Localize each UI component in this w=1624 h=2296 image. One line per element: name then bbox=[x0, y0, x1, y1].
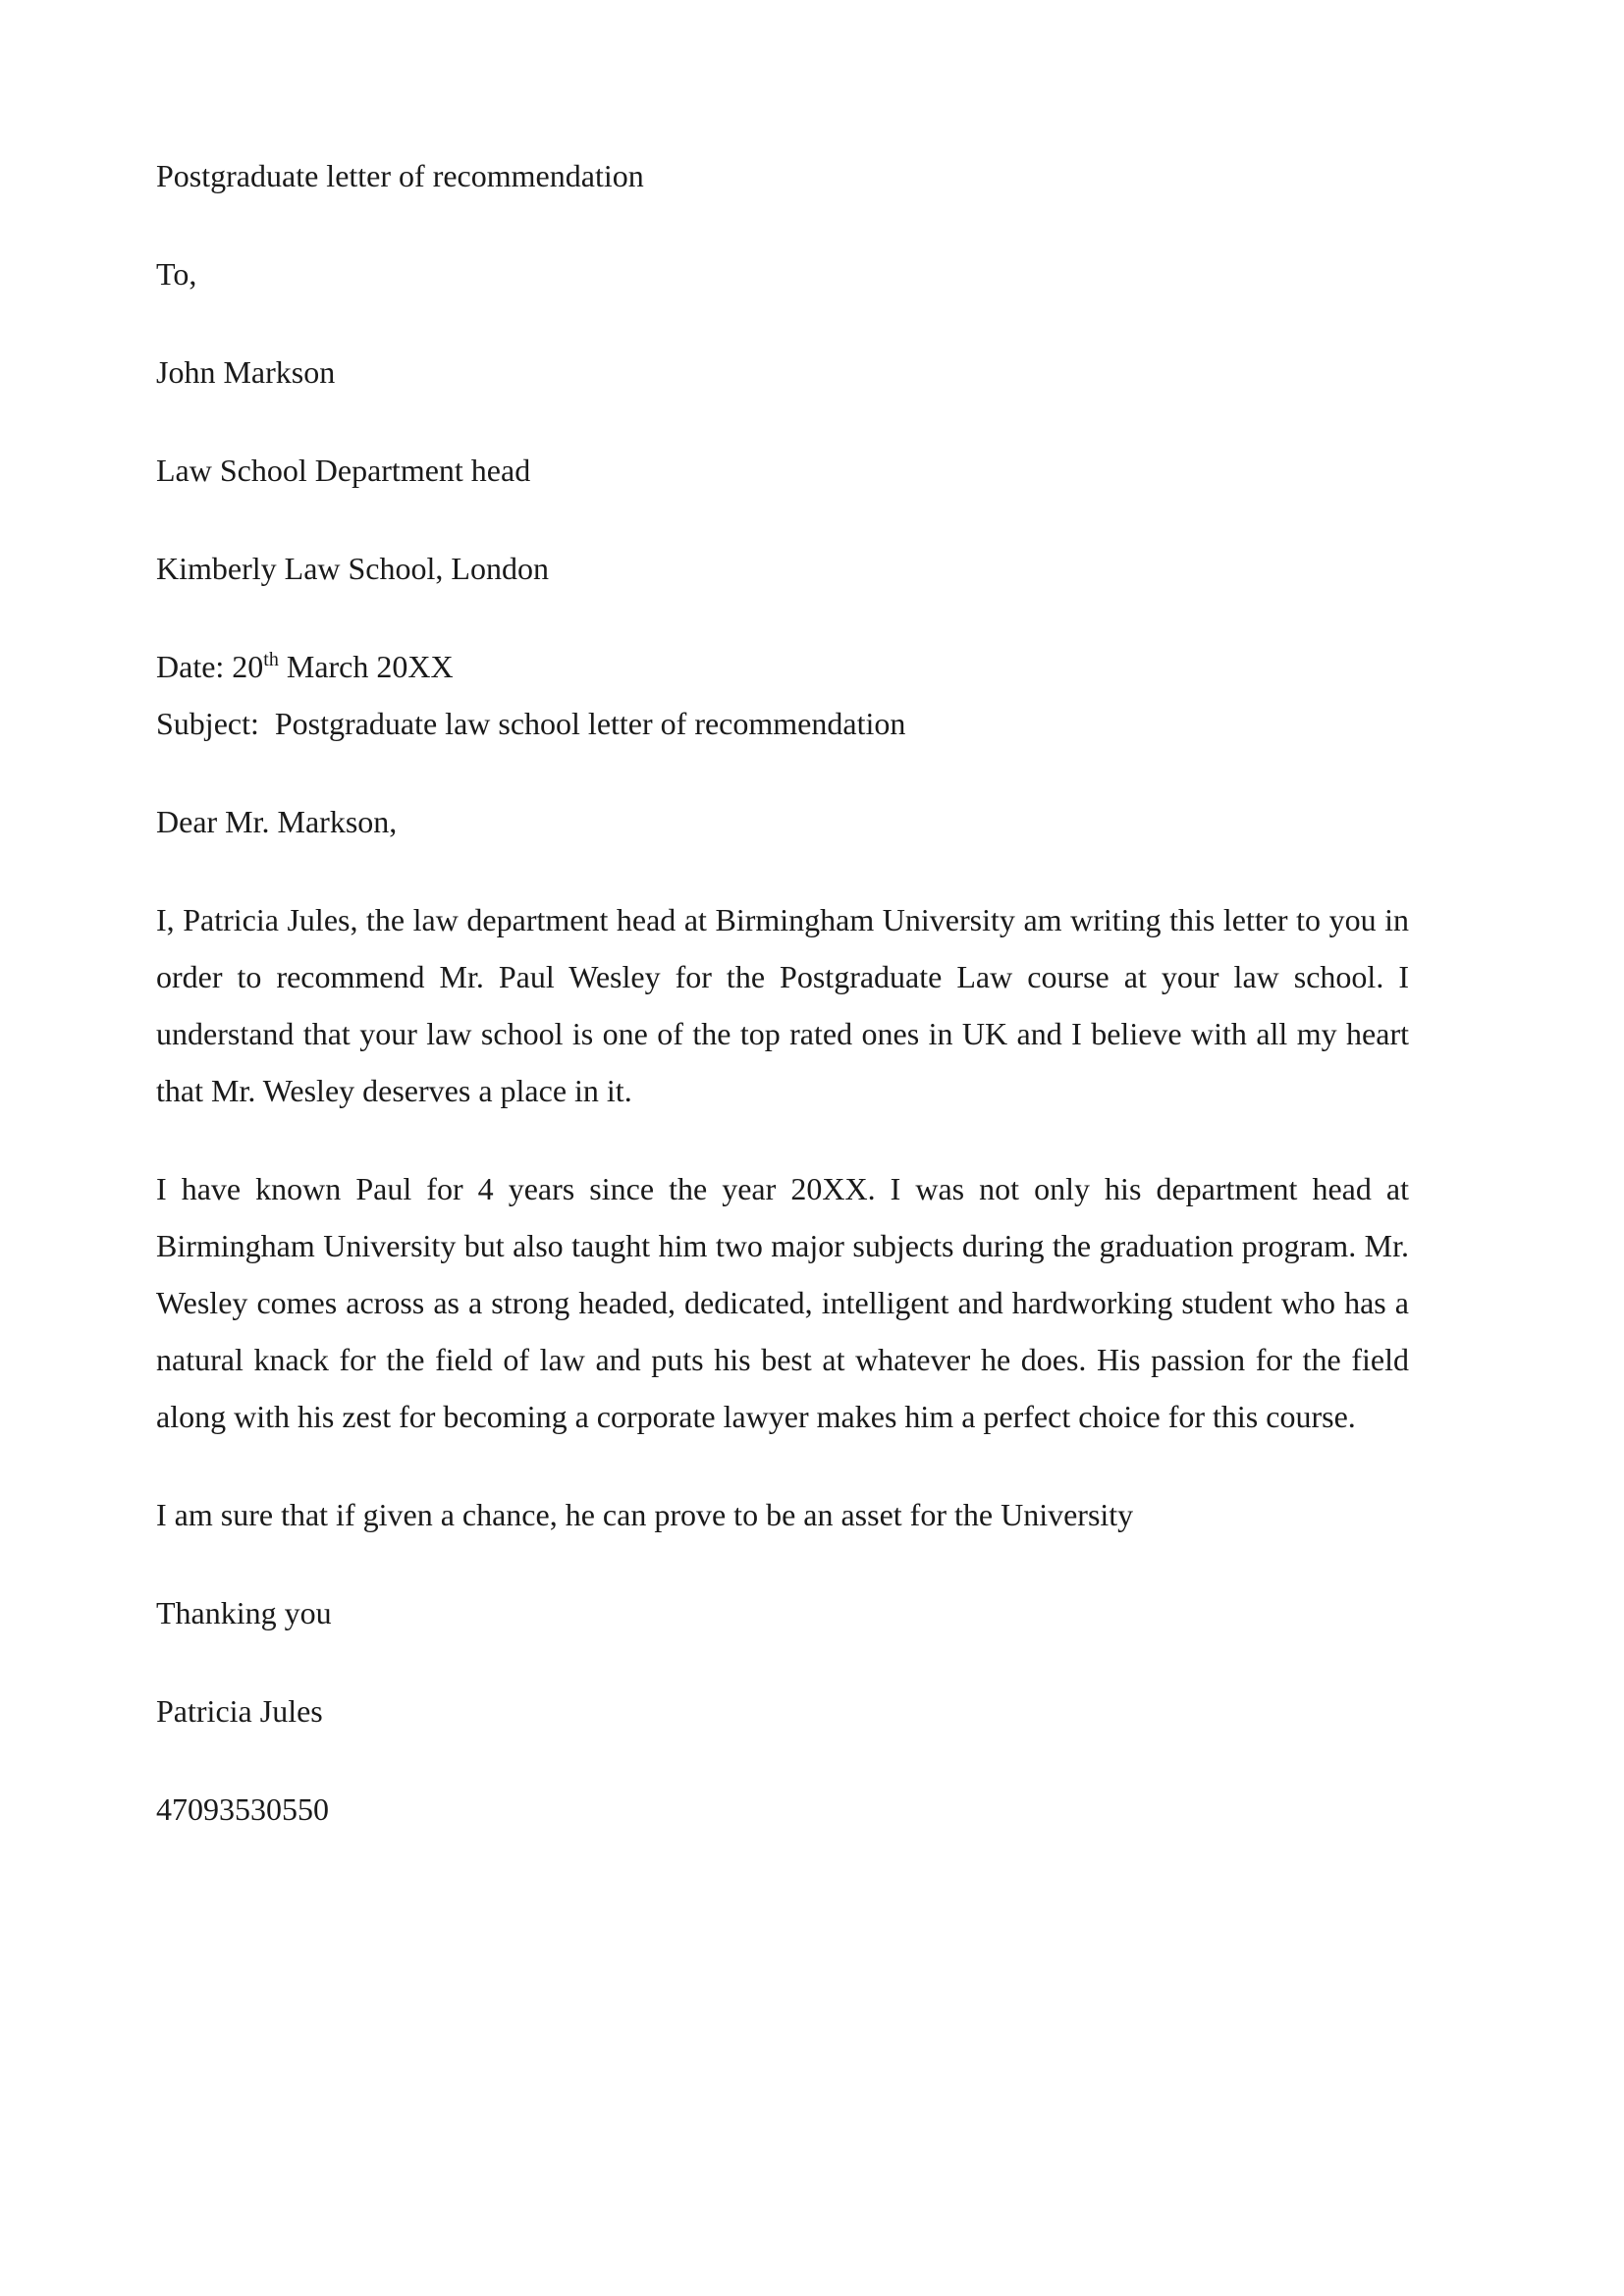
date-prefix: Date: 20 bbox=[156, 649, 264, 684]
letter-greeting: Dear Mr. Markson, bbox=[156, 804, 398, 839]
recipient-institution: Kimberly Law School, London bbox=[156, 551, 549, 586]
letter-heading: Postgraduate letter of recommendation bbox=[156, 158, 644, 193]
recipient-title: Law School Department head bbox=[156, 453, 531, 488]
date-rest: March 20XX bbox=[278, 649, 454, 684]
signature-name: Patricia Jules bbox=[156, 1693, 323, 1729]
letter-body bbox=[156, 147, 1409, 1879]
body-paragraph-background: I have known Paul for 4 years since the year 20XX. I was not only his department head at Birmingham University but also taught him two major subjects during the graduation program. Mr. Wesley comes across as a strong headed, dedicated, intelligent and hardworking student who has a natural knack for the field of law and puts his best at whatever he does. His passion for the field along with his zest for becoming a corporate lawyer makes him a perfect choice for this course. bbox=[156, 1171, 1409, 1434]
letter-closing: Thanking you bbox=[156, 1595, 332, 1630]
letter-subject: Subject: Postgraduate law school letter of recommendation bbox=[156, 706, 906, 741]
body-paragraph-conclusion: I am sure that if given a chance, he can prove to be an asset for the University bbox=[156, 1497, 1134, 1532]
letter-date bbox=[156, 638, 1409, 695]
date-ordinal: th bbox=[263, 649, 279, 670]
salutation-to: To, bbox=[156, 256, 197, 292]
contact-phone: 47093530550 bbox=[156, 1791, 329, 1827]
body-paragraph-intro: I, Patricia Jules, the law department head at Birmingham University am writing this letter to you in order to recommend Mr. Paul Wesley for the Postgraduate Law course at your law school. I understand that your law school is one of the top rated ones in UK and I believe with all my heart that Mr. Wesley deserves a place in it. bbox=[156, 902, 1409, 1108]
recipient-name: John Markson bbox=[156, 354, 336, 390]
